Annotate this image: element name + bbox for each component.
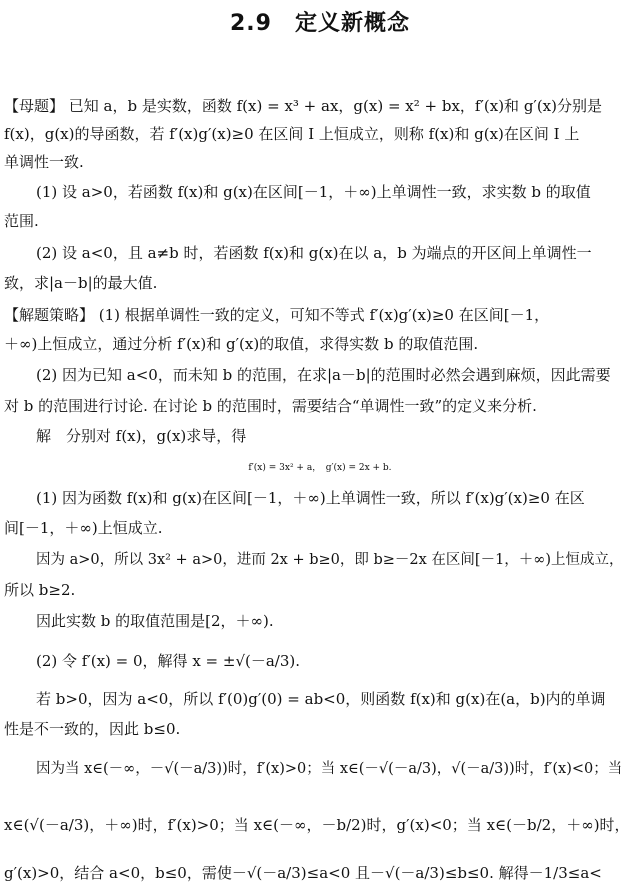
- text-line: (2) 令 f′(x) = 0，解得 x = ±√(－a/3).: [36, 652, 301, 670]
- text-line: 【解题策略】 (1) 根据单调性一致的定义，可知不等式 f′(x)g′(x)≥0 在区间[－1，: [4, 306, 550, 324]
- text-line: 间[－1，＋∞)上恒成立.: [4, 519, 163, 537]
- text-line: (2) 因为已知 a<0，而未知 b 的范围，在求|a－b|的范围时必然会遇到麻烦，因此需要: [36, 366, 611, 384]
- text-line: 因为 a>0，所以 3x² + a>0，进而 2x + b≥0，即 b≥－2x 在区间[－1，＋∞)上恒成立，: [36, 552, 624, 568]
- text-line: 解 分别对 f(x)，g(x)求导，得: [36, 427, 247, 445]
- text-line: 范围.: [4, 212, 39, 230]
- text-line: g′(x)>0，结合 a<0，b≤0，需使－√(－a/3)≤a<0 且－√(－a/3)≤b≤0. 解得－1/3≤a<: [4, 864, 602, 882]
- text-line: x∈(√(－a/3)，＋∞)时，f′(x)>0；当 x∈(－∞，－b/2)时，g′(x)<0；当 x∈(－b/2，＋∞)时，: [4, 816, 630, 834]
- text-line: 对 b 的范围进行讨论. 在讨论 b 的范围时，需要结合“单调性一致”的定义来分析.: [4, 397, 537, 415]
- text-line: 若 b>0，因为 a<0，所以 f′(0)g′(0) = ab<0，则函数 f(x)和 g(x)在(a，b)内的单调: [36, 690, 606, 708]
- text-line: (1) 设 a>0，若函数 f(x)和 g(x)在区间[－1，＋∞)上单调性一致，求实数 b 的取值: [36, 183, 591, 201]
- text-line: (2) 设 a<0，且 a≠b 时，若函数 f(x)和 g(x)在以 a，b 为端点的开区间上单调性一: [36, 244, 592, 262]
- text-line: ＋∞)上恒成立，通过分析 f′(x)和 g′(x)的取值，求得实数 b 的取值范围.: [4, 335, 479, 353]
- section-title: 2.9 定义新概念: [230, 11, 410, 36]
- text-line: 因为当 x∈(－∞，－√(－a/3))时，f′(x)>0；当 x∈(－√(－a/3)，√(－a/3))时，f′(x)<0；当: [36, 761, 623, 777]
- text-line: 因此实数 b 的取值范围是[2，＋∞).: [36, 612, 274, 630]
- text-line: (1) 因为函数 f(x)和 g(x)在区间[－1，＋∞)上单调性一致，所以 f′(x)g′(x)≥0 在区: [36, 489, 585, 507]
- text-line: f(x)，g(x)的导函数，若 f′(x)g′(x)≥0 在区间 I 上恒成立，则称 f(x)和 g(x)在区间 I 上: [4, 125, 580, 143]
- text-line: 单调性一致.: [4, 153, 84, 171]
- text-line: 致，求|a－b|的最大值.: [4, 274, 158, 292]
- text-line: 性是不一致的，因此 b≤0.: [4, 720, 181, 738]
- text-line: 所以 b≥2.: [4, 581, 76, 599]
- equation-line: f′(x) = 3x² + a， g′(x) = 2x + b.: [248, 463, 392, 473]
- text-line: 【母题】 已知 a，b 是实数，函数 f(x) = x³ + ax，g(x) = x² + bx，f′(x)和 g′(x)分别是: [4, 97, 602, 115]
